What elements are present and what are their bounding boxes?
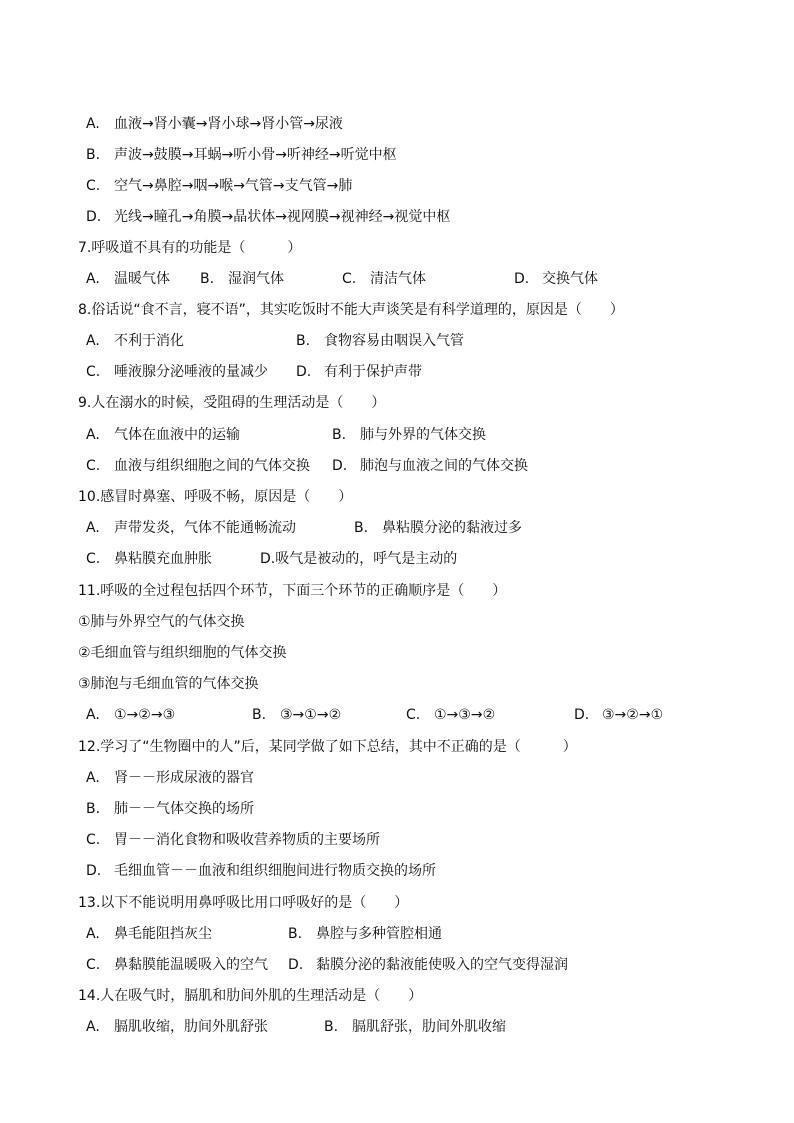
option-key: A. (86, 1019, 100, 1035)
option-text: 温暖气体 (114, 271, 170, 287)
q14-stem: 14.人在吸气时，膈肌和肋间外肌的生理活动是（ ） (78, 988, 423, 1004)
option-text: 膈肌舒张，肋间外肌收缩 (352, 1019, 506, 1035)
option-key: A. (86, 427, 100, 443)
option-text: 鼻腔与多种管腔相通 (316, 926, 442, 942)
option-text: 鼻黏膜能温暖吸入的空气 (114, 957, 268, 973)
option-key: D. (86, 209, 102, 225)
q12-option-b (86, 798, 254, 820)
q6-option-d (86, 206, 450, 228)
q8-options-cd (86, 361, 422, 383)
option-text: 鼻毛能阻挡灰尘 (114, 926, 212, 942)
option-key: A. (86, 116, 100, 132)
option-key: B. (332, 427, 347, 443)
q9-stem: 9.人在溺水的时候，受阻碍的生理活动是（ ） (78, 395, 386, 411)
option-text: 不利于消化 (114, 333, 184, 349)
q8-options-ab (86, 330, 464, 352)
q12-stem: 12.学习了“生物圈中的人”后，某同学做了如下总结，其中不正确的是（ ） (78, 739, 577, 755)
option-text: 膈肌收缩，肋间外肌舒张 (114, 1019, 268, 1035)
option-text: ③→①→② (280, 707, 342, 723)
option-key: D. (288, 957, 304, 973)
option-text: 黏膜分泌的黏液能使吸入的空气变得湿润 (316, 957, 568, 973)
option-text: 唾液腺分泌唾液的量减少 (114, 364, 268, 380)
q11-options (86, 704, 663, 726)
option-text: 肺泡与血液之间的气体交换 (360, 458, 528, 474)
option-text: 气体在血液中的运输 (114, 427, 240, 443)
q11-stem: 11.呼吸的全过程包括四个环节，下面三个环节的正确顺序是（ ） (78, 583, 507, 599)
option-text: 有利于保护声带 (324, 364, 422, 380)
option-key: A. (86, 333, 100, 349)
q9-options-ab (86, 424, 486, 446)
option-key: A. (86, 520, 100, 536)
option-text: 声带发炎，气体不能通畅流动 (114, 520, 296, 536)
option-key: C. (86, 832, 101, 848)
option-key: C. (86, 551, 101, 567)
option-text: 血液与组织细胞之间的气体交换 (114, 458, 310, 474)
q9-options-cd (86, 455, 528, 477)
option-text: 毛细血管－－血液和组织细胞间进行物质交换的场所 (114, 863, 436, 879)
option-key: B. (324, 1019, 339, 1035)
option-text: D.吸气是被动的，呼气是主动的 (260, 551, 458, 567)
option-text: ③→②→① (602, 707, 664, 723)
q14-options-ab (86, 1016, 506, 1038)
option-text: 肺－－气体交换的场所 (114, 801, 254, 817)
option-key: A. (86, 707, 100, 723)
q10-options-cd (86, 548, 457, 570)
option-text: 胃－－消化食物和吸收营养物质的主要场所 (114, 832, 380, 848)
q11-item-1: ①肺与外界空气的气体交换 (78, 614, 245, 630)
option-key: C. (86, 178, 101, 194)
option-text: 肺与外界的气体交换 (360, 427, 486, 443)
q11-item-2: ②毛细血管与组织细胞的气体交换 (78, 645, 287, 661)
option-text: 光线→瞳孔→角膜→晶状体→视网膜→视神经→视觉中枢 (114, 209, 451, 225)
option-text: 鼻粘膜分泌的黏液过多 (382, 520, 522, 536)
option-key: B. (296, 333, 311, 349)
option-text: 食物容易由咽误入气管 (324, 333, 464, 349)
q12-option-d (86, 860, 436, 882)
q13-stem: 13.以下不能说明用鼻呼吸比用口呼吸好的是（ ） (78, 895, 409, 911)
q7-options (86, 268, 598, 290)
q6-option-c (86, 175, 352, 197)
option-key: B. (252, 707, 267, 723)
option-key: B. (200, 271, 215, 287)
option-key: C. (406, 707, 421, 723)
option-key: A. (86, 770, 100, 786)
q11-item-3: ③肺泡与毛细血管的气体交换 (78, 676, 259, 692)
q6-option-a (86, 113, 343, 135)
option-text: 湿润气体 (228, 271, 284, 287)
option-key: C. (342, 271, 357, 287)
option-key: B. (354, 520, 369, 536)
option-text: 鼻粘膜充血肿胀 (114, 551, 212, 567)
option-text: 交换气体 (542, 271, 598, 287)
q10-options-ab (86, 517, 522, 539)
option-text: ①→②→③ (114, 707, 176, 723)
option-key: B. (288, 926, 303, 942)
option-key: A. (86, 271, 100, 287)
option-text: 清洁气体 (370, 271, 426, 287)
option-key: D. (86, 863, 102, 879)
option-key: D. (514, 271, 530, 287)
option-key: D. (332, 458, 348, 474)
q12-option-a (86, 767, 254, 789)
q12-option-c (86, 829, 380, 851)
option-key: C. (86, 364, 101, 380)
option-key: A. (86, 926, 100, 942)
option-text: 声波→鼓膜→耳蜗→听小骨→听神经→听觉中枢 (114, 147, 397, 163)
option-key: B. (86, 147, 101, 163)
option-text: 血液→肾小囊→肾小球→肾小管→尿液 (114, 116, 343, 132)
option-text: 肾－－形成尿液的器官 (114, 770, 254, 786)
q13-options-ab (86, 923, 442, 945)
q6-option-b (86, 144, 397, 166)
q10-stem: 10.感冒时鼻塞、呼吸不畅，原因是（ ） (78, 489, 353, 505)
q8-stem: 8.俗话说“食不言，寝不语”，其实吃饭时不能大声谈笑是有科学道理的，原因是（ ） (78, 302, 624, 318)
option-text: 空气→鼻腔→咽→喉→气管→支气管→肺 (114, 178, 353, 194)
q13-options-cd (86, 954, 568, 976)
option-key: D. (296, 364, 312, 380)
option-key: C. (86, 458, 101, 474)
option-text: ①→③→② (434, 707, 496, 723)
option-key: C. (86, 957, 101, 973)
option-key: B. (86, 801, 101, 817)
option-key: D. (574, 707, 590, 723)
q7-stem: 7.呼吸道不具有的功能是（ ） (78, 240, 302, 256)
